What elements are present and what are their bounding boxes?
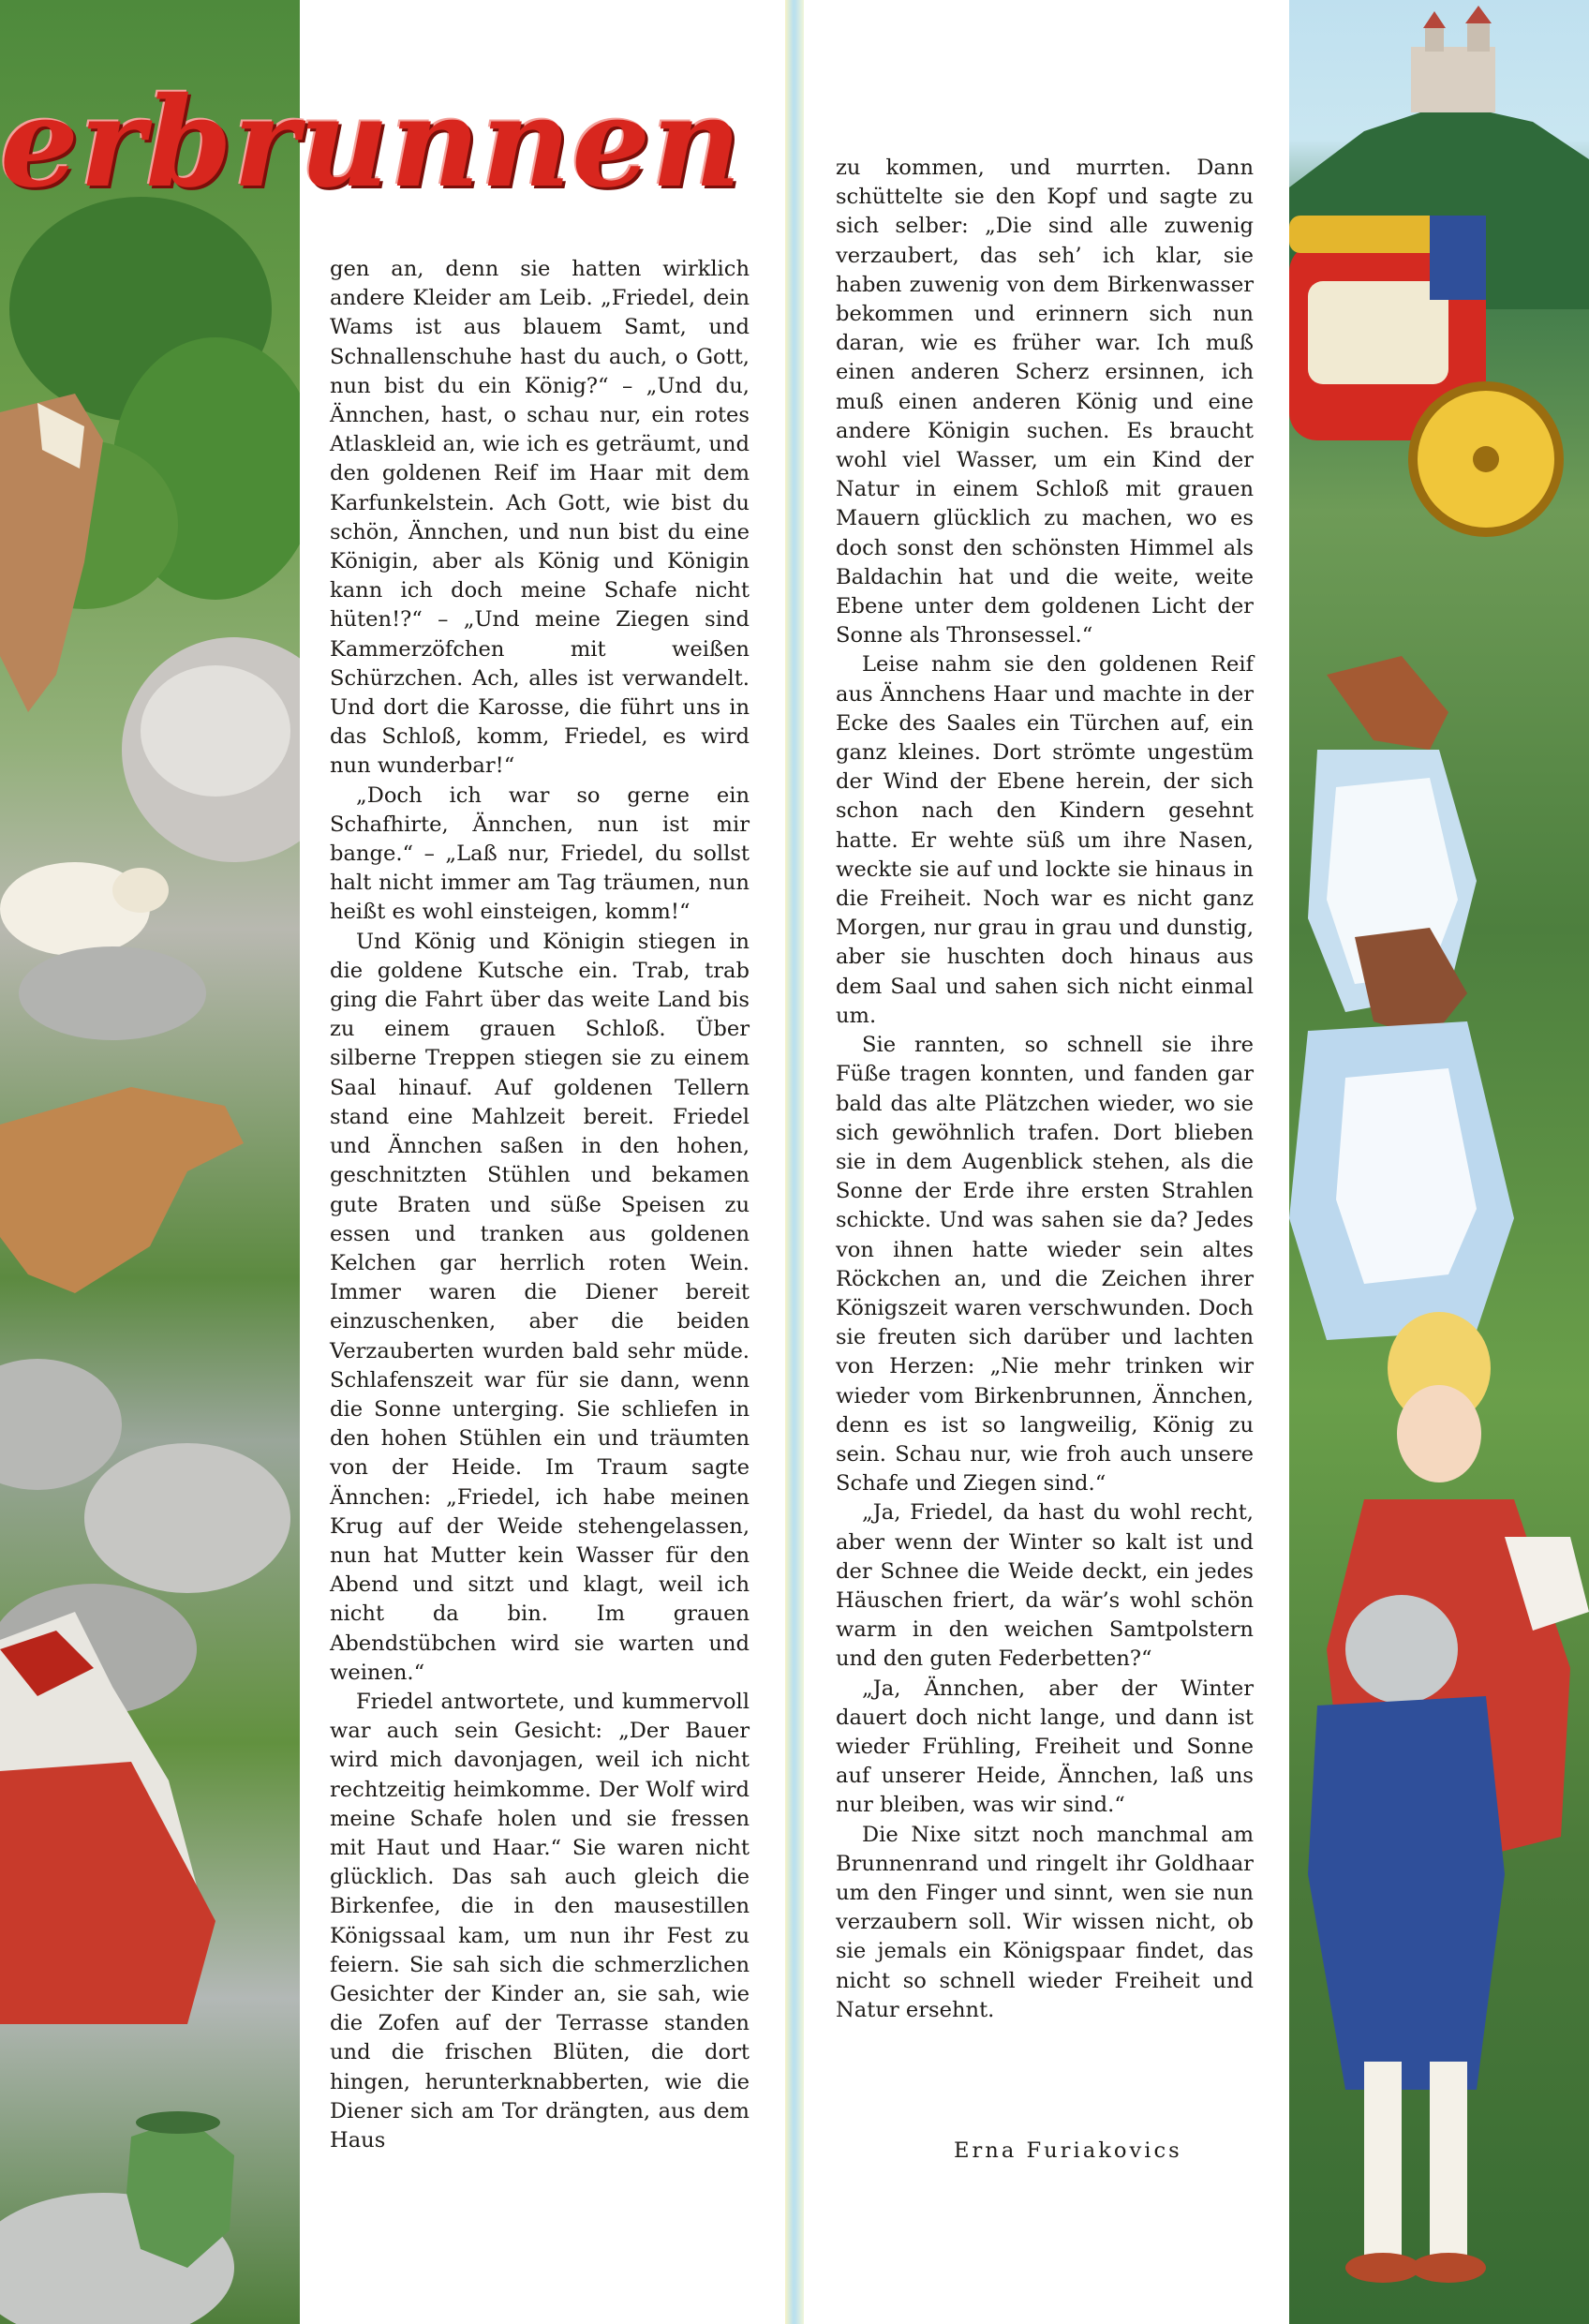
story-title: erbrunnen	[0, 70, 743, 216]
paragraph: Leise nahm sie den goldenen Reif aus Ännchens Haar und machte in der Ecke des Saales ein Türchen auf, ein ganz kleines. Dort strömte ungestüm der Wind der Ebene herein, der sich schon nach den Kindern gesehnt hatte. Er wehte süß um ihre Nasen, weckte sie auf und lockte sie hinaus in die Freiheit. Noch war es nicht ganz Morgen, nur grau in grau und dunstig, aber sie huschten doch hinaus aus dem Saal und sahen sich nicht einmal um.	[836, 652, 1254, 1028]
paragraph: Friedel antwortete, und kummervoll war auch sein Gesicht: „Der Bauer wird mich davonjagen, weil ich nicht rechtzeitig heimkomme. Der Wolf wird meine Schafe holen und sie fressen mit Haut und Haar.“ Sie waren nicht glücklich. Das sah auch gleich die Birkenfee, die in den mausestillen Königssaal kam, um nun ihr Fest zu feiern. Sie sah sich die schmerzlichen Gesichter der Kinder an, sie sah, wie die Zofen auf der Terrasse standen und die frischen Blüten, die dort hingen, herunterknabberten, wie die Diener sich am Tor drängten, aus dem Haus	[330, 1689, 750, 2153]
text-column-1	[330, 255, 750, 2155]
text-column-2	[836, 154, 1254, 2025]
left-illustration-drawing	[0, 0, 300, 2324]
paragraph: „Ja, Friedel, da hast du wohl recht, aber wenn der Winter so kalt ist und der Schnee die Weide deckt, ein jedes Häuschen friert, da wär’s wohl schön warm in den weichen Samtpolstern und den guten Federbetten?“	[836, 1500, 1254, 1672]
author-byline: Erna Furiakovics	[954, 2138, 1182, 2163]
paragraph: gen an, denn sie hatten wirklich andere Kleider am Leib. „Friedel, dein Wams ist aus blauem Samt, und Schnallenschuhe hast du auch, o Gott, nun bist du ein König?“ – „Und du, Ännchen, hast, o schau nur, ein rotes Atlaskleid an, wie ich es geträumt, und den goldenen Reif im Haar mit dem Karfunkelstein. Ach Gott, wie bist du schön, Ännchen, und nun bist du eine Königin, aber als König und Königin kann ich doch meine Schafe nicht hüten!?“ – „Und meine Ziegen sind Kammerzöfchen mit weißen Schürzchen. Ach, alles ist verwandelt. Und dort die Karosse, die führt uns in das Schloß, komm, Friedel, es wird nun wunderbar!“	[330, 257, 750, 779]
right-illustration-drawing	[1289, 0, 1589, 2324]
right-illustration	[1289, 0, 1589, 2324]
paragraph: „Doch ich war so gerne ein Schafhirte, Ännchen, nun ist mir bange.“ – „Laß nur, Friedel, du sollst halt nicht immer am Tag träumen, nun heißt es wohl einsteigen, komm!“	[330, 782, 750, 925]
left-illustration	[0, 0, 300, 2324]
paragraph: zu kommen, und murrten. Dann schüttelte sie den Kopf und sagte zu sich selber: „Die sind alle zuwenig verzaubert, das seh’ ich klar, sie haben zuwenig von dem Birkenwasser bekommen und erinnern sich nun daran, wie es früher war. Ich muß einen anderen Scherz ersinnen, ich muß einen anderen König und eine andere Königin suchen. Es braucht wohl viel Wasser, um ein Kind der Natur in einem Schloß mit grauen Mauern glücklich zu machen, wo es doch sonst den schönsten Himmel als Baldachin hat und die weite, weite Ebene unter dem goldenen Licht der Sonne als Thronsessel.“	[836, 156, 1254, 648]
page-gutter	[785, 0, 804, 2324]
paragraph: „Ja, Ännchen, aber der Winter dauert doch nicht lange, und dann ist wieder Frühling, Freiheit und Sonne auf unserer Heide, Ännchen, laß uns nur bleiben, was wir sind.“	[836, 1676, 1254, 1818]
paragraph: Die Nixe sitzt noch manchmal am Brunnenrand und ringelt ihr Goldhaar um den Finger und sinnt, wen sie nun verzaubern soll. Wir wissen nicht, ob sie jemals ein Königspaar findet, das nicht so schnell wieder Freiheit und Natur ersehnt.	[836, 1822, 1254, 2022]
paragraph: Und König und Königin stiegen in die goldene Kutsche ein. Trab, trab ging die Fahrt über das weite Land bis zu einem grauen Schloß. Über silberne Treppen stiegen sie zu einem Saal hinauf. Auf goldenen Tellern stand eine Mahlzeit bereit. Friedel und Ännchen saßen in den hohen, geschnitzten Stühlen und bekamen gute Braten und süße Speisen zu essen und tranken aus goldenen Kelchen gar herrlich roten Wein. Immer waren die Diener bereit einzuschenken, aber die beiden Verzauberten wurden bald sehr müde. Schlafenszeit war für sie dann, wenn die Sonne unterging. Sie schliefen in den hohen Stühlen ein und träumten von der Heide. Im Traum sagte Ännchen: „Friedel, ich habe meinen Krug auf der Weide stehengelassen, nun hat Mutter kein Wasser für den Abend und sitzt und klagt, weil ich nicht da bin. Im grauen Abendstübchen wird sie warten und weinen.“	[330, 929, 750, 1685]
paragraph: Sie rannten, so schnell sie ihre Füße tragen konnten, und fanden gar bald das alte Plätzchen wieder, wo sie sich gewöhnlich trafen. Dort blieben sie in dem Augenblick stehen, als die Sonne der Erde ihre ersten Strahlen schickte. Und was sahen sie da? Jedes von ihnen hatte wieder sein altes Röckchen an, und die Zeichen ihrer Königszeit waren verschwunden. Doch sie freuten sich darüber und lachten von Herzen: „Nie mehr trinken wir wieder vom Birkenbrunnen, Ännchen, denn es ist so langweilig, König zu sein. Schau nur, wie froh auch unsere Schafe und Ziegen sind.“	[836, 1033, 1254, 1497]
